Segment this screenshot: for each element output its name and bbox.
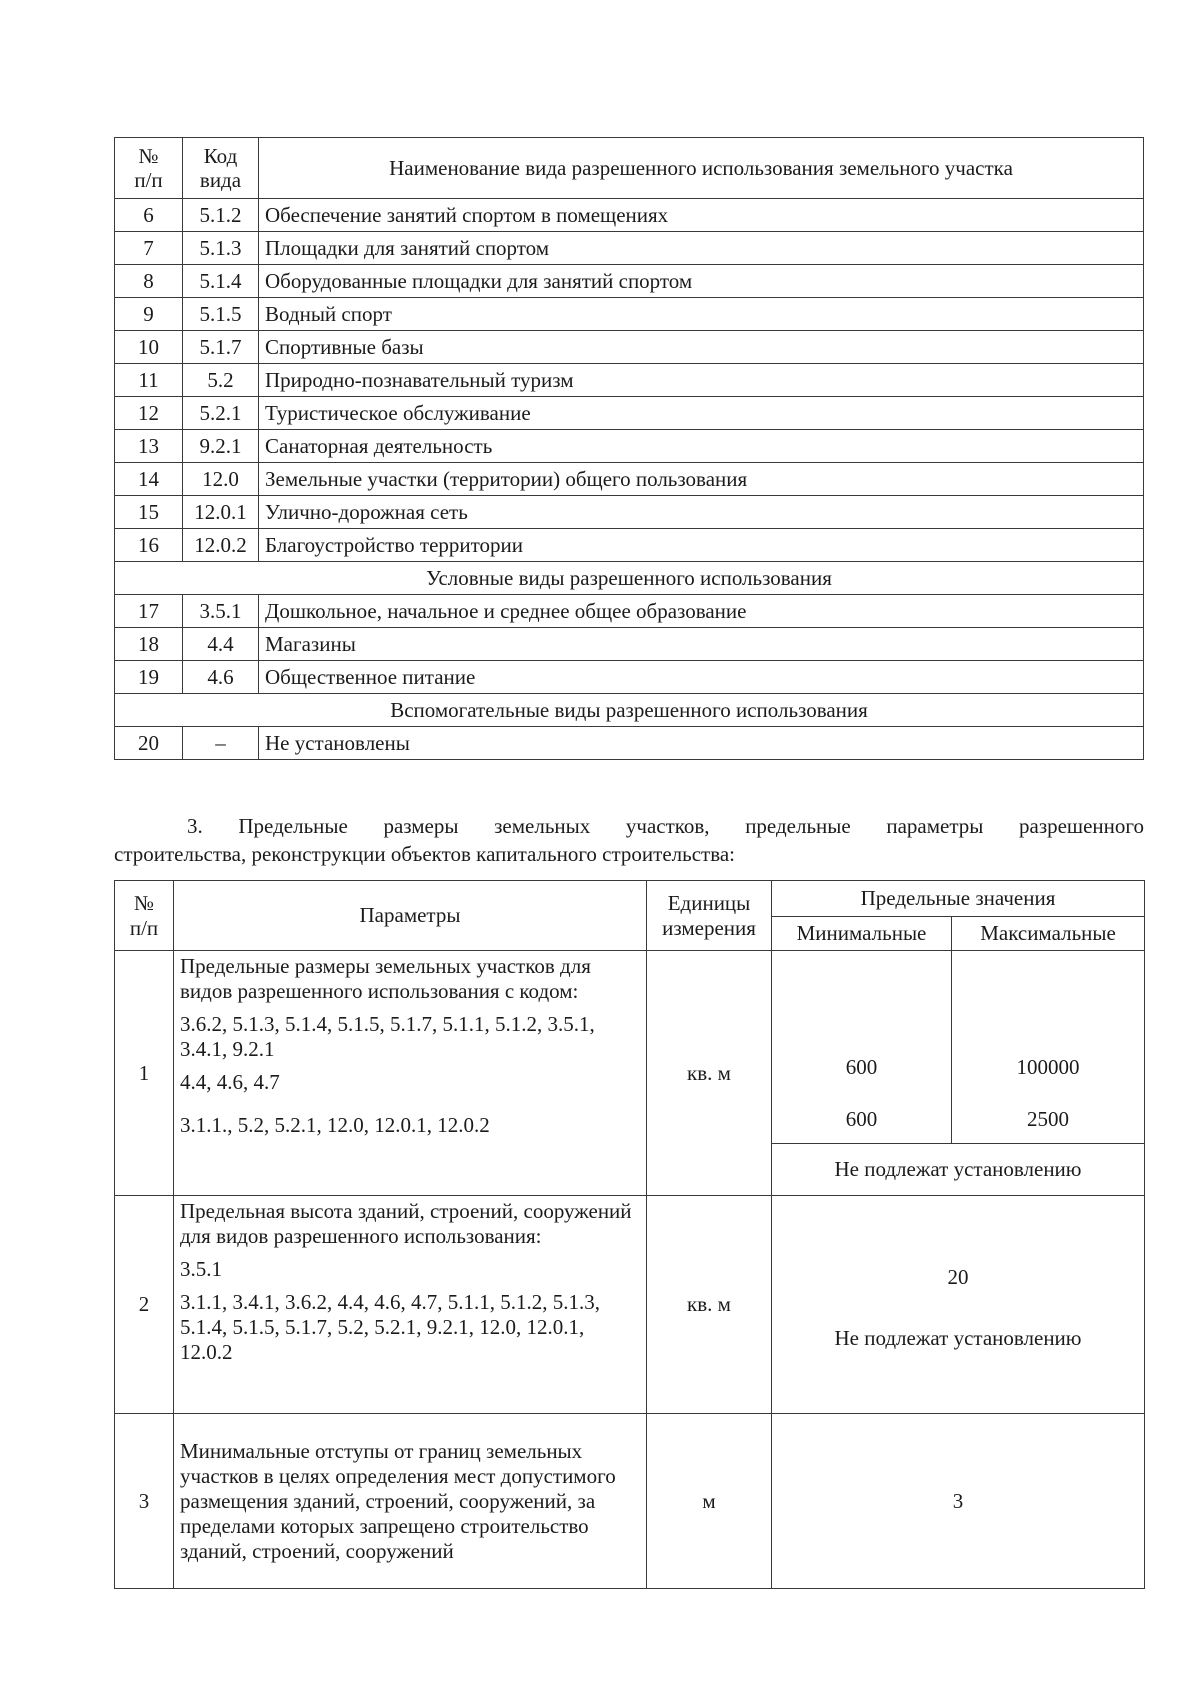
max-value-b: 2500 bbox=[1027, 1106, 1069, 1131]
height-values bbox=[772, 1196, 1145, 1414]
row-unit: кв. м bbox=[647, 1196, 772, 1414]
header-code: Код вида bbox=[183, 138, 259, 199]
row-number: 18 bbox=[115, 628, 183, 661]
row-code: 4.4 bbox=[183, 628, 259, 661]
limits-table bbox=[114, 880, 1145, 1589]
section-auxiliary-title: Вспомогательные виды разрешенного использования bbox=[115, 694, 1144, 727]
paragraph-line-2: строительства, реконструкции объектов капитального строительства: bbox=[114, 842, 735, 866]
row-code: 5.1.3 bbox=[183, 232, 259, 265]
table-row bbox=[115, 1414, 1145, 1589]
row-name: Улично-дорожная сеть bbox=[259, 496, 1144, 529]
section-conditional-title: Условные виды разрешенного использования bbox=[115, 562, 1144, 595]
row-code: 5.1.2 bbox=[183, 199, 259, 232]
row-number: 8 bbox=[115, 265, 183, 298]
section-row bbox=[115, 694, 1144, 727]
row-name: Водный спорт bbox=[259, 298, 1144, 331]
row-name: Не установлены bbox=[259, 727, 1144, 760]
param-codes-b: 4.4, 4.6, 4.7 bbox=[180, 1070, 280, 1094]
table-row bbox=[115, 199, 1144, 232]
main-uses-body bbox=[115, 199, 1144, 562]
table-row bbox=[115, 951, 1145, 1144]
row-name: Дошкольное, начальное и среднее общее образование bbox=[259, 595, 1144, 628]
min-values bbox=[772, 951, 952, 1144]
row-number: 1 bbox=[115, 951, 174, 1196]
row-name: Санаторная деятельность bbox=[259, 430, 1144, 463]
row-name: Оборудованные площадки для занятий спортом bbox=[259, 265, 1144, 298]
min-value-a: 600 bbox=[845, 1054, 878, 1079]
row-unit: кв. м bbox=[647, 951, 772, 1196]
row-number: 13 bbox=[115, 430, 183, 463]
row-number: 15 bbox=[115, 496, 183, 529]
row-code: 5.2.1 bbox=[183, 397, 259, 430]
row-number: 17 bbox=[115, 595, 183, 628]
row-code: 5.1.5 bbox=[183, 298, 259, 331]
header-max: Максимальные bbox=[952, 917, 1145, 951]
max-values bbox=[952, 951, 1145, 1144]
param-codes-a: 3.5.1 bbox=[180, 1257, 222, 1281]
table-row bbox=[115, 298, 1144, 331]
row-number: 7 bbox=[115, 232, 183, 265]
row-name: Спортивные базы bbox=[259, 331, 1144, 364]
row-name: Туристическое обслуживание bbox=[259, 397, 1144, 430]
row-name: Общественное питание bbox=[259, 661, 1144, 694]
min-value-b: 600 bbox=[845, 1106, 878, 1131]
row-number: 20 bbox=[115, 727, 183, 760]
row-number: 3 bbox=[115, 1414, 174, 1589]
row-unit: м bbox=[647, 1414, 772, 1589]
row-code: 5.2 bbox=[183, 364, 259, 397]
table-row bbox=[115, 529, 1144, 562]
permitted-use-table bbox=[114, 137, 1144, 760]
table-row bbox=[115, 232, 1144, 265]
table-row bbox=[115, 628, 1144, 661]
table-header-row bbox=[115, 138, 1144, 199]
row-number: 9 bbox=[115, 298, 183, 331]
height-value-b: Не подлежат установлению bbox=[834, 1325, 1082, 1350]
table-row bbox=[115, 430, 1144, 463]
row-code: – bbox=[183, 727, 259, 760]
header-limits: Предельные значения bbox=[772, 881, 1145, 917]
row-code: 5.1.4 bbox=[183, 265, 259, 298]
max-value-a: 100000 bbox=[1016, 1054, 1080, 1079]
header-params: Параметры bbox=[174, 881, 647, 951]
row-number: 14 bbox=[115, 463, 183, 496]
header-number: № п/п bbox=[115, 138, 183, 199]
row-number: 10 bbox=[115, 331, 183, 364]
param-title: Предельная высота зданий, строений, сооружений для видов разрешенного использования: bbox=[180, 1199, 632, 1248]
row-code: 12.0.2 bbox=[183, 529, 259, 562]
header-min: Минимальные bbox=[772, 917, 952, 951]
row-name: Обеспечение занятий спортом в помещениях bbox=[259, 199, 1144, 232]
param-codes-c: 3.1.1., 5.2, 5.2.1, 12.0, 12.0.1, 12.0.2 bbox=[180, 1113, 490, 1137]
row-code: 9.2.1 bbox=[183, 430, 259, 463]
row-code: 12.0 bbox=[183, 463, 259, 496]
row-name: Земельные участки (территории) общего пользования bbox=[259, 463, 1144, 496]
height-value-a: 20 bbox=[947, 1265, 969, 1290]
header-units: Единицы измерения bbox=[647, 881, 772, 951]
table-row bbox=[115, 1196, 1145, 1414]
param-title: Предельные размеры земельных участков для видов разрешенного использования с кодом: bbox=[180, 954, 591, 1003]
table-row bbox=[115, 496, 1144, 529]
row-code: 4.6 bbox=[183, 661, 259, 694]
section-3-paragraph bbox=[114, 812, 1144, 868]
row-name: Благоустройство территории bbox=[259, 529, 1144, 562]
section-row bbox=[115, 562, 1144, 595]
table-row bbox=[115, 463, 1144, 496]
row-number: 11 bbox=[115, 364, 183, 397]
paragraph-line-1: 3. Предельные размеры земельных участков, предельные параметры разрешенного bbox=[187, 814, 1144, 838]
param-codes-a: 3.6.2, 5.1.3, 5.1.4, 5.1.5, 5.1.7, 5.1.1, 5.1.2, 3.5.1, 3.4.1, 9.2.1 bbox=[180, 1012, 595, 1061]
auxiliary-uses-body bbox=[115, 727, 1144, 760]
setback-value: 3 bbox=[772, 1414, 1145, 1589]
table-row bbox=[115, 364, 1144, 397]
row-number: 16 bbox=[115, 529, 183, 562]
header-name: Наименование вида разрешенного использования земельного участка bbox=[259, 138, 1144, 199]
row-number: 2 bbox=[115, 1196, 174, 1414]
row-number: 19 bbox=[115, 661, 183, 694]
table-row bbox=[115, 331, 1144, 364]
row-number: 6 bbox=[115, 199, 183, 232]
table-row bbox=[115, 265, 1144, 298]
conditional-uses-body bbox=[115, 595, 1144, 694]
param-codes-b: 3.1.1, 3.4.1, 3.6.2, 4.4, 4.6, 4.7, 5.1.1, 5.1.2, 5.1.3, 5.1.4, 5.1.5, 5.1.7, 5.2, 5.2.1, 9.2.1, 12.0, 12.0.1, 12.0.2 bbox=[180, 1290, 600, 1364]
table-header-row bbox=[115, 881, 1145, 917]
param-title: Минимальные отступы от границ земельных участков в целях определения мест допустимого размещения зданий, строений, сооружений, за пределами которых запрещено строительство зданий, строений, сооружений bbox=[174, 1414, 647, 1589]
row-params bbox=[174, 951, 647, 1196]
row-name: Природно-познавательный туризм bbox=[259, 364, 1144, 397]
table-row bbox=[115, 397, 1144, 430]
row-code: 5.1.7 bbox=[183, 331, 259, 364]
row-name: Магазины bbox=[259, 628, 1144, 661]
row-number: 12 bbox=[115, 397, 183, 430]
row-code: 12.0.1 bbox=[183, 496, 259, 529]
row-params bbox=[174, 1196, 647, 1414]
table-row bbox=[115, 661, 1144, 694]
row-name: Площадки для занятий спортом bbox=[259, 232, 1144, 265]
row-code: 3.5.1 bbox=[183, 595, 259, 628]
not-set-value: Не подлежат установлению bbox=[772, 1144, 1145, 1196]
table-row bbox=[115, 595, 1144, 628]
header-number: № п/п bbox=[115, 881, 174, 951]
table-row bbox=[115, 727, 1144, 760]
